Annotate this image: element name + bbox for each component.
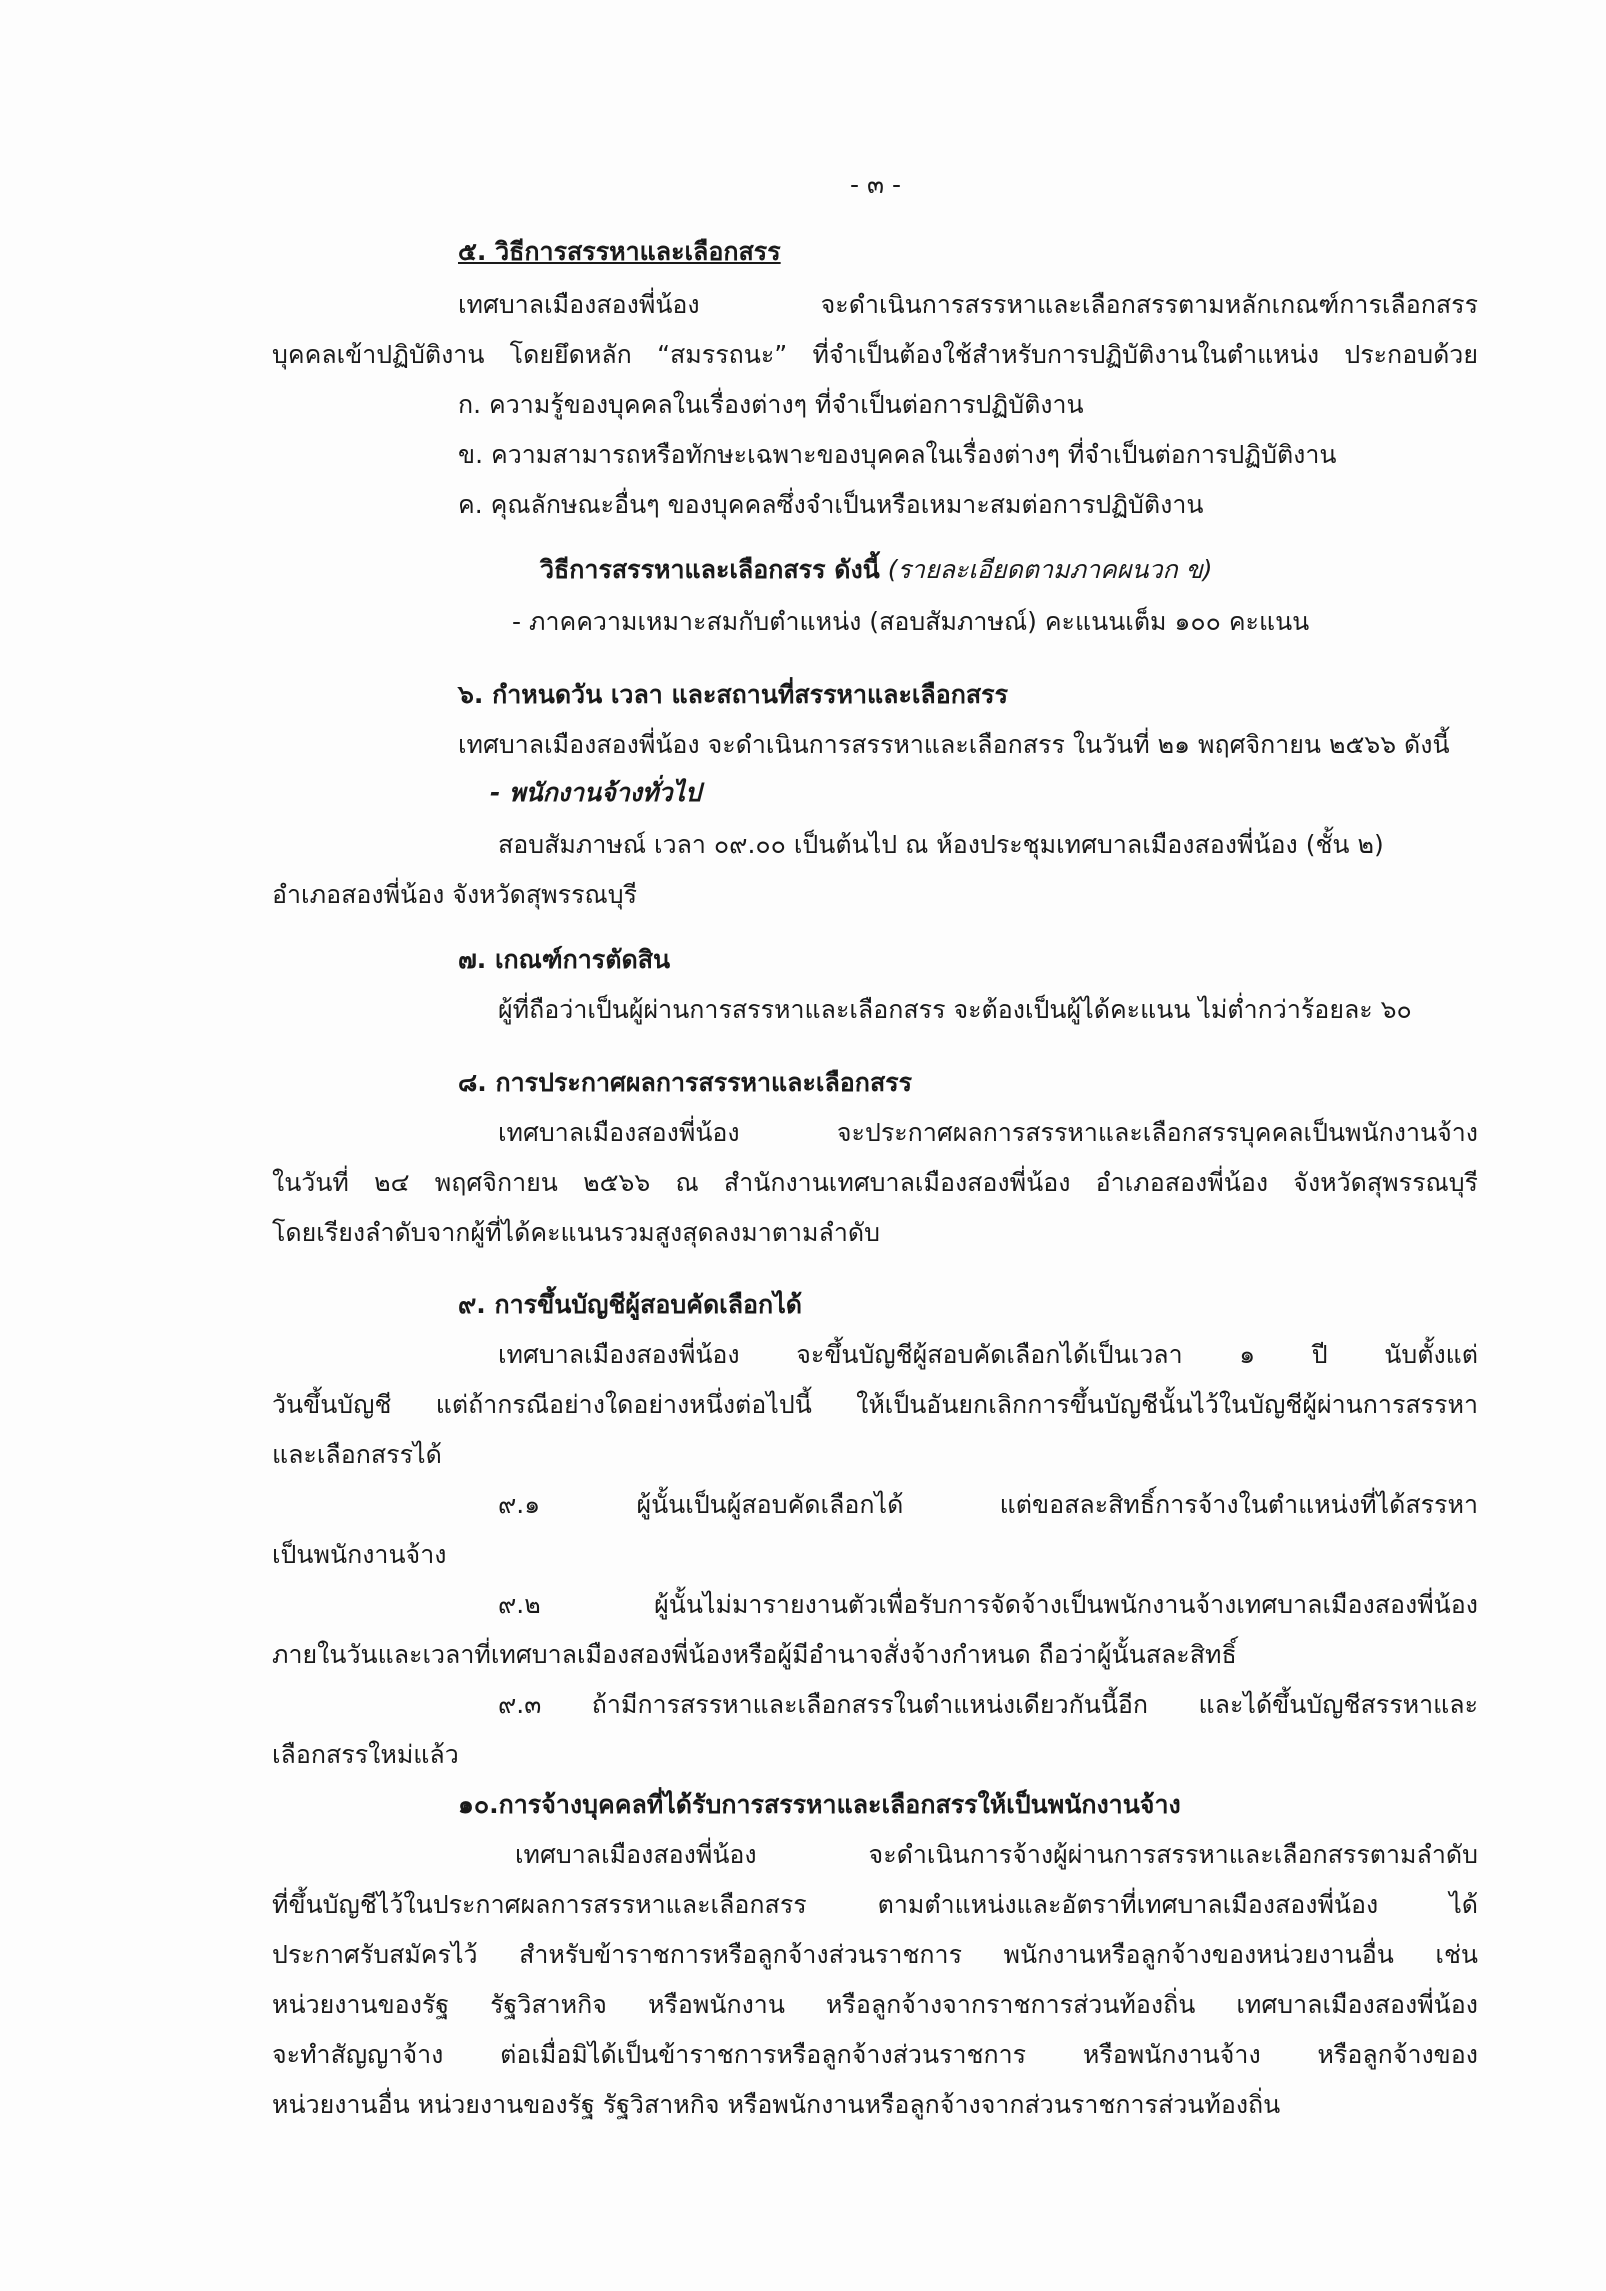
section-8-paragraph-line-3: โดยเรียงลำดับจากผู้ที่ได้คะแนนรวมสูงสุดลงมาตามลำดับ [272, 1218, 880, 1247]
section-9-paragraph-line-1: เทศบาลเมืองสองพี่น้อง จะขึ้นบัญชีผู้สอบคัดเลือกได้เป็นเวลา ๑ ปี นับตั้งแต่ [498, 1340, 1478, 1369]
section-6-subheading: - พนักงานจ้างทั่วไป [490, 778, 701, 807]
section-9-item-2-line-1: ๙.๒ ผู้นั้นไม่มารายงานตัวเพื่อรับการจัดจ้างเป็นพนักงานจ้างเทศบาลเมืองสองพี่น้อง [498, 1590, 1478, 1619]
section-8-paragraph-line-2: ในวันที่ ๒๔ พฤศจิกายน ๒๕๖๖ ณ สำนักงานเทศบาลเมืองสองพี่น้อง อำเภอสองพี่น้อง จังหวัดสุพรรณบุรี [272, 1168, 1478, 1197]
section-6-heading: ๖. กำหนดวัน เวลา และสถานที่สรรหาและเลือกสรร [458, 680, 1009, 709]
section-5-paragraph-line-2: บุคคลเข้าปฏิบัติงาน โดยยึดหลัก “สมรรถนะ” ที่จำเป็นต้องใช้สำหรับการปฏิบัติงานในตำแหน่ง ประกอบด้วย [272, 340, 1478, 369]
section-7-heading: ๗. เกณฑ์การตัดสิน [458, 945, 671, 974]
section-10-heading: ๑๐.การจ้างบุคคลที่ได้รับการสรรหาและเลือกสรรให้เป็นพนักงานจ้าง [458, 1790, 1181, 1819]
section-10-line-3: ประกาศรับสมัครไว้ สำหรับข้าราชการหรือลูกจ้างส่วนราชการ พนักงานหรือลูกจ้างของหน่วยงานอื่น เช่น [272, 1940, 1478, 1969]
section-10-line-5: จะทำสัญญาจ้าง ต่อเมื่อมิได้เป็นข้าราชการหรือลูกจ้างส่วนราชการ หรือพนักงานจ้าง หรือลูกจ้างของ [272, 2040, 1478, 2069]
section-5-item-b: ข. ความสามารถหรือทักษะเฉพาะของบุคคลในเรื่องต่างๆ ที่จำเป็นต่อการปฏิบัติงาน [458, 440, 1337, 469]
section-9-paragraph-line-2: วันขึ้นบัญชี แต่ถ้ากรณีอย่างใดอย่างหนึ่งต่อไปนี้ ให้เป็นอันยกเลิกการขึ้นบัญชีนั้นไว้ในบัญชีผู้ผ่านการสรรหา [272, 1390, 1478, 1419]
section-6-paragraph-line-3: อำเภอสองพี่น้อง จังหวัดสุพรรณบุรี [272, 880, 638, 909]
score-line: - ภาคความเหมาะสมกับตำแหน่ง (สอบสัมภาษณ์) คะแนนเต็ม ๑๐๐ คะแนน [512, 607, 1310, 636]
section-6-paragraph-line-2: สอบสัมภาษณ์ เวลา ๐๙.๐๐ เป็นต้นไป ณ ห้องประชุมเทศบาลเมืองสองพี่น้อง (ชั้น ๒) [498, 830, 1384, 859]
section-5-heading: ๕. วิธีการสรรหาและเลือกสรร [458, 237, 781, 266]
section-9-item-3-line-1: ๙.๓ ถ้ามีการสรรหาและเลือกสรรในตำแหน่งเดียวกันนี้อีก และได้ขึ้นบัญชีสรรหาและ [498, 1690, 1478, 1719]
section-8-heading: ๘. การประกาศผลการสรรหาและเลือกสรร [458, 1068, 913, 1097]
section-10-line-1: เทศบาลเมืองสองพี่น้อง จะดำเนินการจ้างผู้ผ่านการสรรหาและเลือกสรรตามลำดับ [515, 1840, 1478, 1869]
section-9-item-3-line-2: เลือกสรรใหม่แล้ว [272, 1740, 459, 1769]
section-7-paragraph: ผู้ที่ถือว่าเป็นผู้ผ่านการสรรหาและเลือกสรร จะต้องเป็นผู้ได้คะแนน ไม่ต่ำกว่าร้อยละ ๖๐ [498, 995, 1412, 1024]
page-number: - ๓ - [850, 170, 902, 199]
section-9-item-1-line-1: ๙.๑ ผู้นั้นเป็นผู้สอบคัดเลือกได้ แต่ขอสละสิทธิ์การจ้างในตำแหน่งที่ได้สรรหา [498, 1490, 1478, 1519]
section-10-line-4: หน่วยงานของรัฐ รัฐวิสาหกิจ หรือพนักงาน หรือลูกจ้างจากราชการส่วนท้องถิ่น เทศบาลเมืองสองพี่น้อง [272, 1990, 1478, 2019]
section-9-item-1-line-2: เป็นพนักงานจ้าง [272, 1540, 447, 1569]
section-8-paragraph-line-1: เทศบาลเมืองสองพี่น้อง จะประกาศผลการสรรหาและเลือกสรรบุคคลเป็นพนักงานจ้าง [498, 1118, 1478, 1147]
section-9-item-2-line-2: ภายในวันและเวลาที่เทศบาลเมืองสองพี่น้องหรือผู้มีอำนาจสั่งจ้างกำหนด ถือว่าผู้นั้นสละสิทธิ์ [272, 1640, 1237, 1669]
section-9-paragraph-line-3: และเลือกสรรได้ [272, 1440, 442, 1469]
section-5-item-c: ค. คุณลักษณะอื่นๆ ของบุคคลซึ่งจำเป็นหรือเหมาะสมต่อการปฏิบัติงาน [458, 490, 1204, 519]
section-10-line-2: ที่ขึ้นบัญชีไว้ในประกาศผลการสรรหาและเลือกสรร ตามตำแหน่งและอัตราที่เทศบาลเมืองสองพี่น้อง ได้ [272, 1890, 1478, 1919]
section-9-heading: ๙. การขึ้นบัญชีผู้สอบคัดเลือกได้ [458, 1290, 803, 1319]
section-5-item-a: ก. ความรู้ของบุคคลในเรื่องต่างๆ ที่จำเป็นต่อการปฏิบัติงาน [458, 390, 1084, 419]
selection-method-note: (รายละเอียดตามภาคผนวก ข) [887, 555, 1213, 584]
selection-method-line [540, 555, 1212, 585]
section-10-line-6: หน่วยงานอื่น หน่วยงานของรัฐ รัฐวิสาหกิจ หรือพนักงานหรือลูกจ้างจากส่วนราชการส่วนท้องถิ่น [272, 2090, 1281, 2119]
section-5-paragraph-line-1: เทศบาลเมืองสองพี่น้อง จะดำเนินการสรรหาและเลือกสรรตามหลักเกณฑ์การเลือกสรร [458, 290, 1478, 319]
section-6-paragraph-line-1: เทศบาลเมืองสองพี่น้อง จะดำเนินการสรรหาและเลือกสรร ในวันที่ ๒๑ พฤศจิกายน ๒๕๖๖ ดังนี้ [458, 730, 1450, 759]
selection-method-label: วิธีการสรรหาและเลือกสรร ดังนี้ [540, 555, 880, 584]
